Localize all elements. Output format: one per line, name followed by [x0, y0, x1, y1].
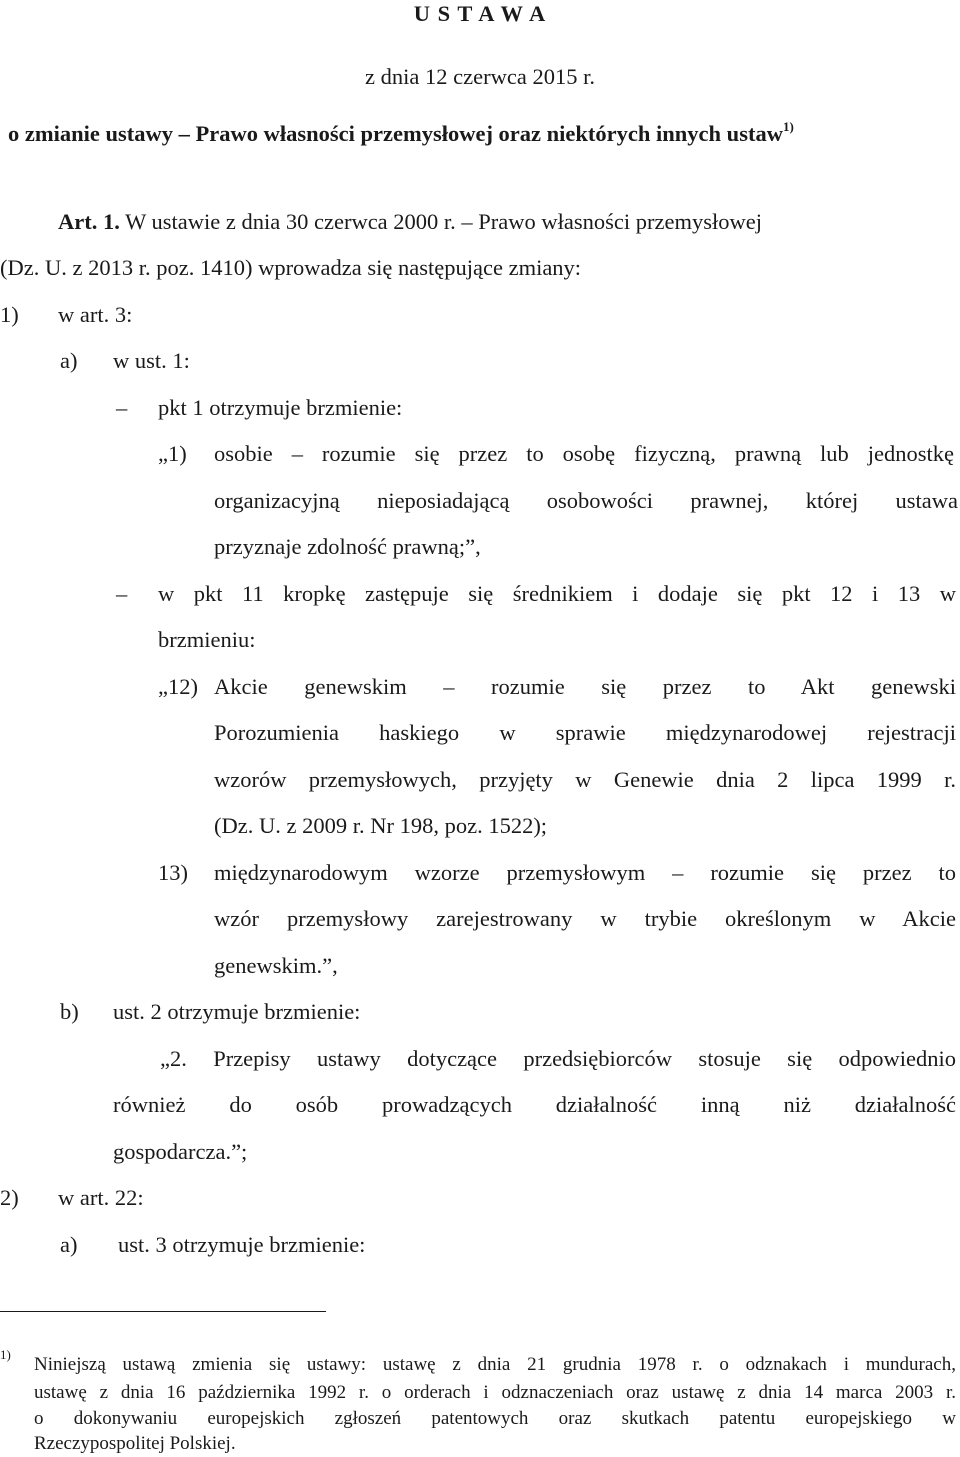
act-title: U S T A W A [413, 1, 547, 26]
footnote-line: Rzeczypospolitej Polskiej. [34, 1433, 236, 1454]
footnote-line: Niniejszą ustawą zmienia się ustawy: ustawę z dnia 21 grudnia 1978 r. o odznakach i mundurach, [34, 1354, 956, 1375]
item1b-text: ust. 2 otrzymuje brzmienie: [113, 999, 361, 1024]
dash1-text: pkt 1 otrzymuje brzmienie: [158, 395, 403, 420]
footnote-separator [0, 1311, 326, 1312]
footnote-line: ustawę z dnia 16 października 1992 r. o orderach i odznaczeniach oraz ustawę z dnia 14 marca 2003 r. [34, 1382, 956, 1403]
art1-intro: W ustawie z dnia 30 czerwca 2000 r. – Prawo własności przemysłowej [119, 209, 762, 234]
point12-number: „12) [158, 674, 198, 699]
item2-number: 2) [0, 1185, 19, 1210]
item1-text: w art. 3: [58, 302, 133, 327]
quote1-line: przyznaje zdolność prawną;”, [214, 534, 481, 559]
item1b-quote-line: gospodarcza.”; [113, 1139, 248, 1164]
point12-line: wzorów przemysłowych, przyjęty w Genewie dnia 2 lipca 1999 r. [214, 767, 956, 792]
act-subject-text: o zmianie ustawy – Prawo własności przemysłowej oraz niektórych innych ustaw [8, 121, 783, 146]
point12-line: Akcie genewskim – rozumie się przez to Akt genewski [214, 674, 956, 699]
item1b-quote-line: „2. Przepisy ustawy dotyczące przedsiębiorców stosuje się odpowiednio [160, 1046, 956, 1071]
art1-line2: (Dz. U. z 2013 r. poz. 1410) wprowadza się następujące zmiany: [0, 255, 582, 280]
item2-text: w art. 22: [58, 1185, 144, 1210]
act-subject [8, 120, 794, 148]
point13-line: międzynarodowym wzorze przemysłowym – rozumie się przez to [214, 860, 956, 885]
quote1-line: osobie – rozumie się przez to osobę fizyczną, prawną lub jednostkę [214, 441, 954, 466]
dash-marker: – [116, 581, 128, 606]
quote1-number: „1) [158, 441, 187, 466]
point13-number: 13) [158, 860, 188, 885]
art1-line1 [58, 208, 954, 236]
item2a-letter: a) [60, 1232, 78, 1257]
item1b-letter: b) [60, 999, 79, 1024]
dash2-line: w pkt 11 kropkę zastępuje się średnikiem i dodaje się pkt 12 i 13 w [158, 581, 956, 606]
item1b-quote-line: również do osób prowadzących działalność inną niż działalność [113, 1092, 956, 1117]
footnote-ref: 1) [782, 118, 794, 134]
item2a-text: ust. 3 otrzymuje brzmienie: [118, 1232, 366, 1257]
quote1-line: organizacyjną nieposiadającą osobowości prawnej, której ustawa [214, 488, 958, 513]
point13-line: genewskim.”, [214, 953, 338, 978]
dash2-line: brzmieniu: [158, 627, 256, 652]
item1a-letter: a) [60, 348, 78, 373]
point12-line: Porozumienia haskiego w sprawie międzynarodowej rejestracji [214, 720, 956, 745]
footnote-mark: 1) [0, 1347, 11, 1362]
item1a-text: w ust. 1: [113, 348, 190, 373]
art1-heading: Art. 1. [58, 209, 120, 234]
act-date: z dnia 12 czerwca 2015 r. [365, 64, 595, 89]
point12-line: (Dz. U. z 2009 r. Nr 198, poz. 1522); [214, 813, 548, 838]
item1-number: 1) [0, 302, 19, 327]
footnote-line: o dokonywaniu europejskich zgłoszeń patentowych oraz skutkach patentu europejskiego w [34, 1408, 956, 1429]
dash-marker: – [116, 395, 128, 420]
point13-line: wzór przemysłowy zarejestrowany w trybie określonym w Akcie [214, 906, 956, 931]
